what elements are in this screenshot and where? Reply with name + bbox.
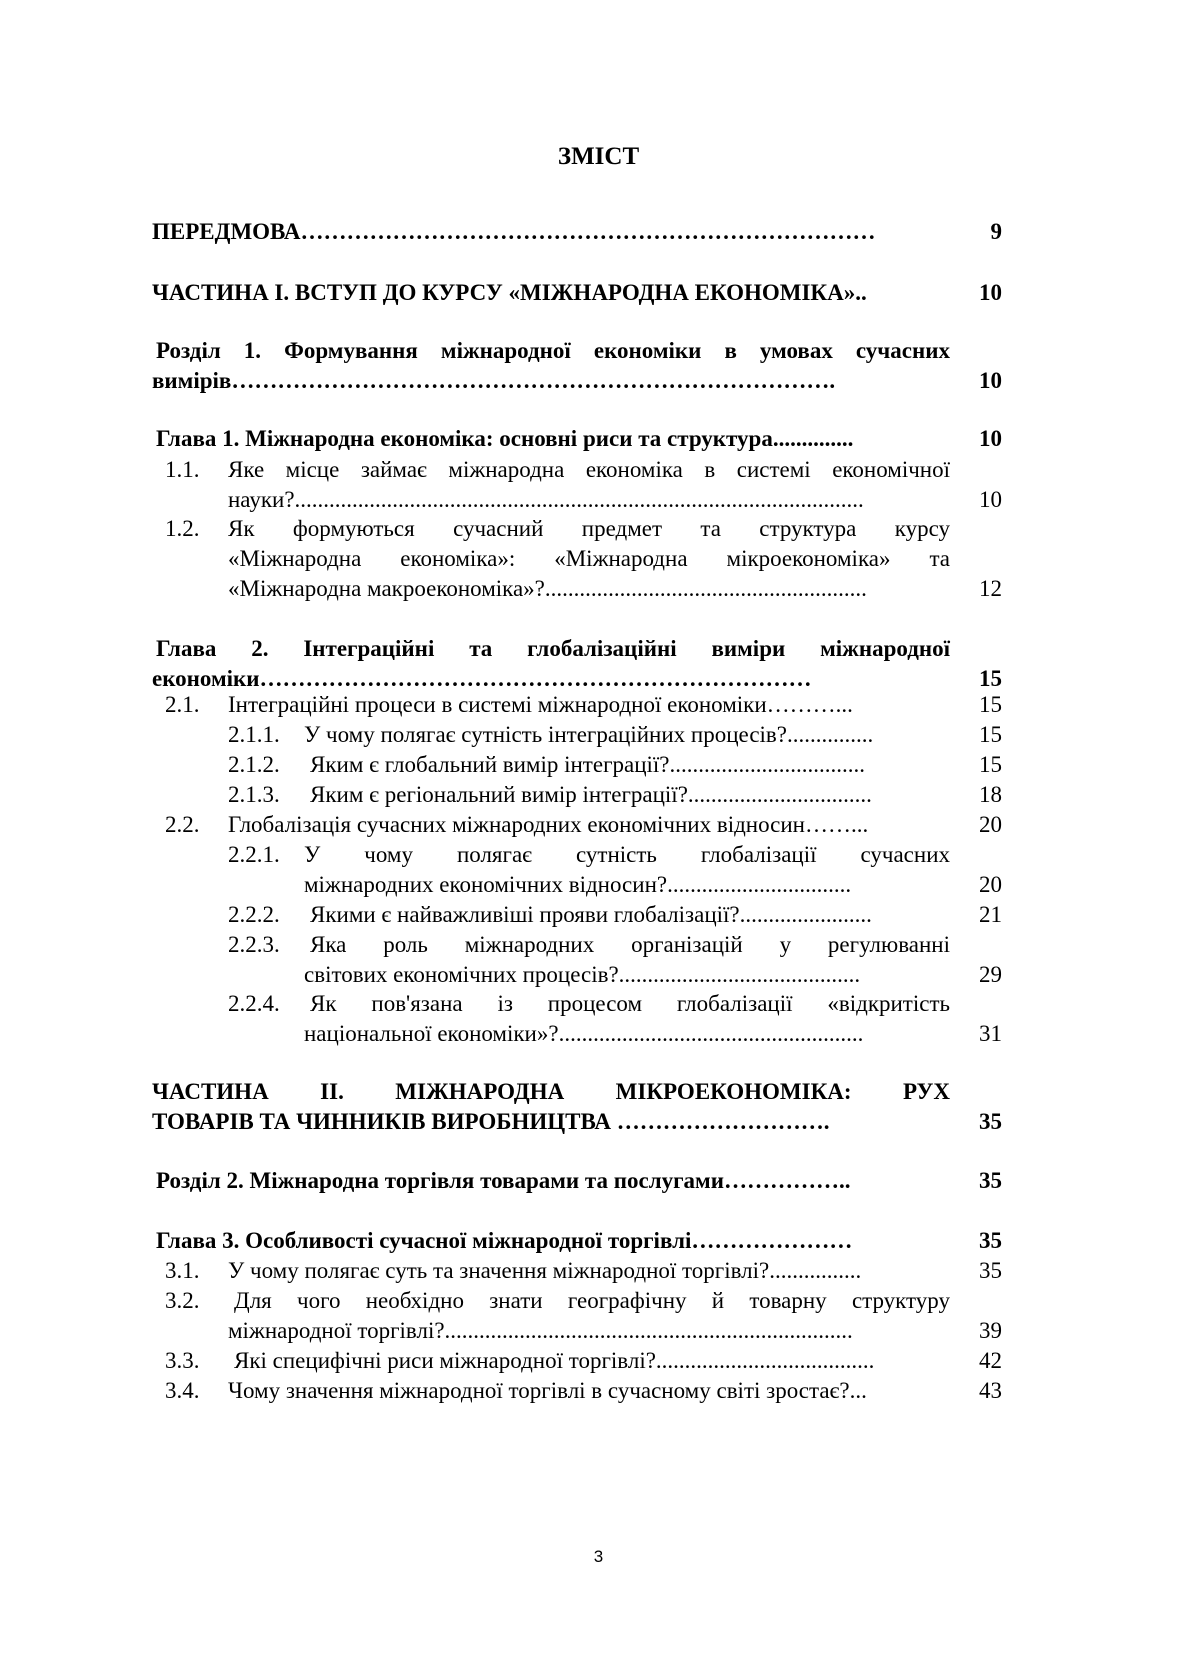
toc-page-number: 10 (979, 487, 1002, 512)
toc-entry-2-2-1[interactable] (0, 840, 1197, 900)
toc-item-number: 2.2. (165, 812, 200, 837)
toc-page-number: 20 (979, 872, 1002, 897)
toc-entry-text: Розділ 2. Міжнародна торгівля товарами та послугами…………….. (156, 1168, 851, 1193)
toc-entry-chapter2[interactable] (0, 634, 1197, 694)
toc-item-number: 3.1. (165, 1258, 200, 1283)
toc-entry-2-2[interactable] (0, 810, 1197, 840)
toc-item-number: 2.2.2. (228, 902, 280, 927)
toc-entry-text-line: Яке місце займає міжнародна економіка в системі економічної (228, 457, 950, 482)
toc-page-number: 12 (979, 576, 1002, 601)
toc-entry-text-line: ТОВАРІВ ТА ЧИННИКІВ ВИРОБНИЦТВА ………………………. (152, 1109, 830, 1134)
toc-entry-text-line: світових економічних процесів?.......................................... (304, 962, 861, 987)
toc-page-number: 35 (979, 1109, 1002, 1134)
toc-entry-3-2[interactable] (0, 1286, 1197, 1346)
toc-page-number: 10 (979, 368, 1002, 393)
toc-entry-text-line: «Міжнародна макроекономіка»?........................................................ (228, 576, 867, 601)
toc-entry-text-line: науки?................................................................................................... (228, 487, 864, 512)
toc-entry-section1[interactable] (0, 336, 1197, 396)
toc-item-number: 3.3. (165, 1348, 200, 1373)
toc-entry-text: ПЕРЕДМОВА………………………………………………………………… (152, 219, 876, 244)
toc-entry-text-line: У чому полягає сутність глобалізації сучасних (304, 842, 950, 867)
toc-entry-text-line: «Міжнародна економіка»: «Міжнародна мікроекономіка» та (228, 546, 950, 571)
toc-item-number: 1.1. (165, 457, 200, 482)
toc-page-number: 18 (979, 782, 1002, 807)
toc-entry-2-2-4[interactable] (0, 989, 1197, 1049)
toc-page-number: 9 (990, 219, 1002, 244)
toc-entry-text-line: міжнародної торгівлі?....................................................................... (228, 1318, 853, 1343)
toc-page-number: 42 (979, 1348, 1002, 1373)
toc-item-number: 2.2.3. (228, 932, 280, 957)
toc-entry-text-line: Як формуються сучасний предмет та структура курсу (228, 516, 950, 541)
toc-page-number: 15 (979, 722, 1002, 747)
toc-page-number: 35 (979, 1228, 1002, 1253)
toc-entry-text-line: Глава 2. Інтеграційні та глобалізаційні виміри міжнародної (156, 636, 950, 661)
toc-entry-text-line: національної економіки»?..................................................... (304, 1021, 864, 1046)
toc-entry-chapter3[interactable] (0, 1226, 1197, 1256)
toc-page-number: 15 (979, 752, 1002, 777)
toc-item-number: 2.1.3. (228, 782, 280, 807)
toc-page-number: 35 (979, 1258, 1002, 1283)
toc-entry-3-3[interactable] (0, 1346, 1197, 1376)
toc-entry-3-4[interactable] (0, 1376, 1197, 1406)
toc-entry-text: Глава 1. Міжнародна економіка: основні риси та структура.............. (156, 426, 854, 451)
toc-page-number: 10 (979, 280, 1002, 305)
toc-item-number: 2.1.2. (228, 752, 280, 777)
toc-page-number: 20 (979, 812, 1002, 837)
toc-entry-part2[interactable] (0, 1077, 1197, 1137)
toc-entry-text: Яким є глобальний вимір інтеграції?.................................. (310, 752, 866, 777)
toc-item-number: 2.2.4. (228, 991, 280, 1016)
toc-entry-text: Які специфічні риси міжнародної торгівлі?...................................... (234, 1348, 875, 1373)
page-number: 3 (593, 1547, 604, 1566)
toc-page-number: 43 (979, 1378, 1002, 1403)
toc-entry-text-line: Розділ 1. Формування міжнародної економіки в умовах сучасних (156, 338, 950, 363)
toc-entry-peredmova[interactable] (0, 217, 1197, 247)
toc-entry-2-1-3[interactable] (0, 780, 1197, 810)
toc-entry-text-line: ЧАСТИНА ІІ. МІЖНАРОДНА МІКРОЕКОНОМІКА: РУХ (152, 1079, 950, 1104)
toc-page-number: 10 (979, 426, 1002, 451)
toc-entry-text-line: Як пов'язана із процесом глобалізації «відкритість (310, 991, 950, 1016)
toc-entry-text: Якими є найважливіші прояви глобалізації?....................... (310, 902, 872, 927)
toc-page-number: 31 (979, 1021, 1002, 1046)
toc-entry-text-line: Яка роль міжнародних організацій у регулюванні (310, 932, 950, 957)
toc-entry-2-1-2[interactable] (0, 750, 1197, 780)
toc-page-number: 29 (979, 962, 1002, 987)
toc-entry-section2[interactable] (0, 1166, 1197, 1196)
toc-entry-text: ЧАСТИНА І. ВСТУП ДО КУРСУ «МІЖНАРОДНА ЕКОНОМІКА».. (152, 280, 867, 305)
toc-page-number: 21 (979, 902, 1002, 927)
toc-entry-text-line: міжнародних економічних відносин?................................ (304, 872, 852, 897)
toc-entry-text-line: Для чого необхідно знати географічну й товарну структуру (234, 1288, 950, 1313)
toc-item-number: 2.1. (165, 692, 200, 717)
toc-entry-2-2-3[interactable] (0, 930, 1197, 990)
toc-entry-text: Глобалізація сучасних міжнародних економічних відносин……... (228, 812, 869, 837)
toc-item-number: 2.1.1. (228, 722, 280, 747)
toc-entry-text: У чому полягає сутність інтеграційних процесів?............... (304, 722, 874, 747)
toc-entry-1-1[interactable] (0, 455, 1197, 515)
toc-page-number: 15 (979, 692, 1002, 717)
toc-entry-3-1[interactable] (0, 1256, 1197, 1286)
toc-page-number: 35 (979, 1168, 1002, 1193)
toc-entry-2-2-2[interactable] (0, 900, 1197, 930)
toc-entry-1-2[interactable] (0, 514, 1197, 604)
toc-entry-text: Чому значення міжнародної торгівлі в сучасному світі зростає?... (228, 1378, 867, 1403)
toc-item-number: 3.4. (165, 1378, 200, 1403)
toc-item-number: 3.2. (165, 1288, 200, 1313)
toc-entry-text-line: вимірів……………………………………………………………………. (152, 368, 836, 393)
toc-entry-text: У чому полягає суть та значення міжнародної торгівлі?................ (228, 1258, 862, 1283)
toc-item-number: 2.2.1. (228, 842, 280, 867)
toc-item-number: 1.2. (165, 516, 200, 541)
toc-entry-text-line: економіки……………………………………………………………… (152, 666, 812, 691)
toc-entry-chapter1[interactable] (0, 424, 1197, 454)
toc-page-number: 39 (979, 1318, 1002, 1343)
toc-entry-part1[interactable] (0, 278, 1197, 308)
toc-entry-text: Яким є регіональний вимір інтеграції?................................ (310, 782, 872, 807)
toc-entry-2-1[interactable] (0, 690, 1197, 720)
toc-entry-text: Глава 3. Особливості сучасної міжнародної торгівлі………………… (156, 1228, 853, 1253)
page-title: ЗМІСТ (557, 143, 640, 170)
toc-entry-text: Інтеграційні процеси в системі міжнародної економіки………... (228, 692, 853, 717)
toc-page-number: 15 (979, 666, 1002, 691)
toc-entry-2-1-1[interactable] (0, 720, 1197, 750)
